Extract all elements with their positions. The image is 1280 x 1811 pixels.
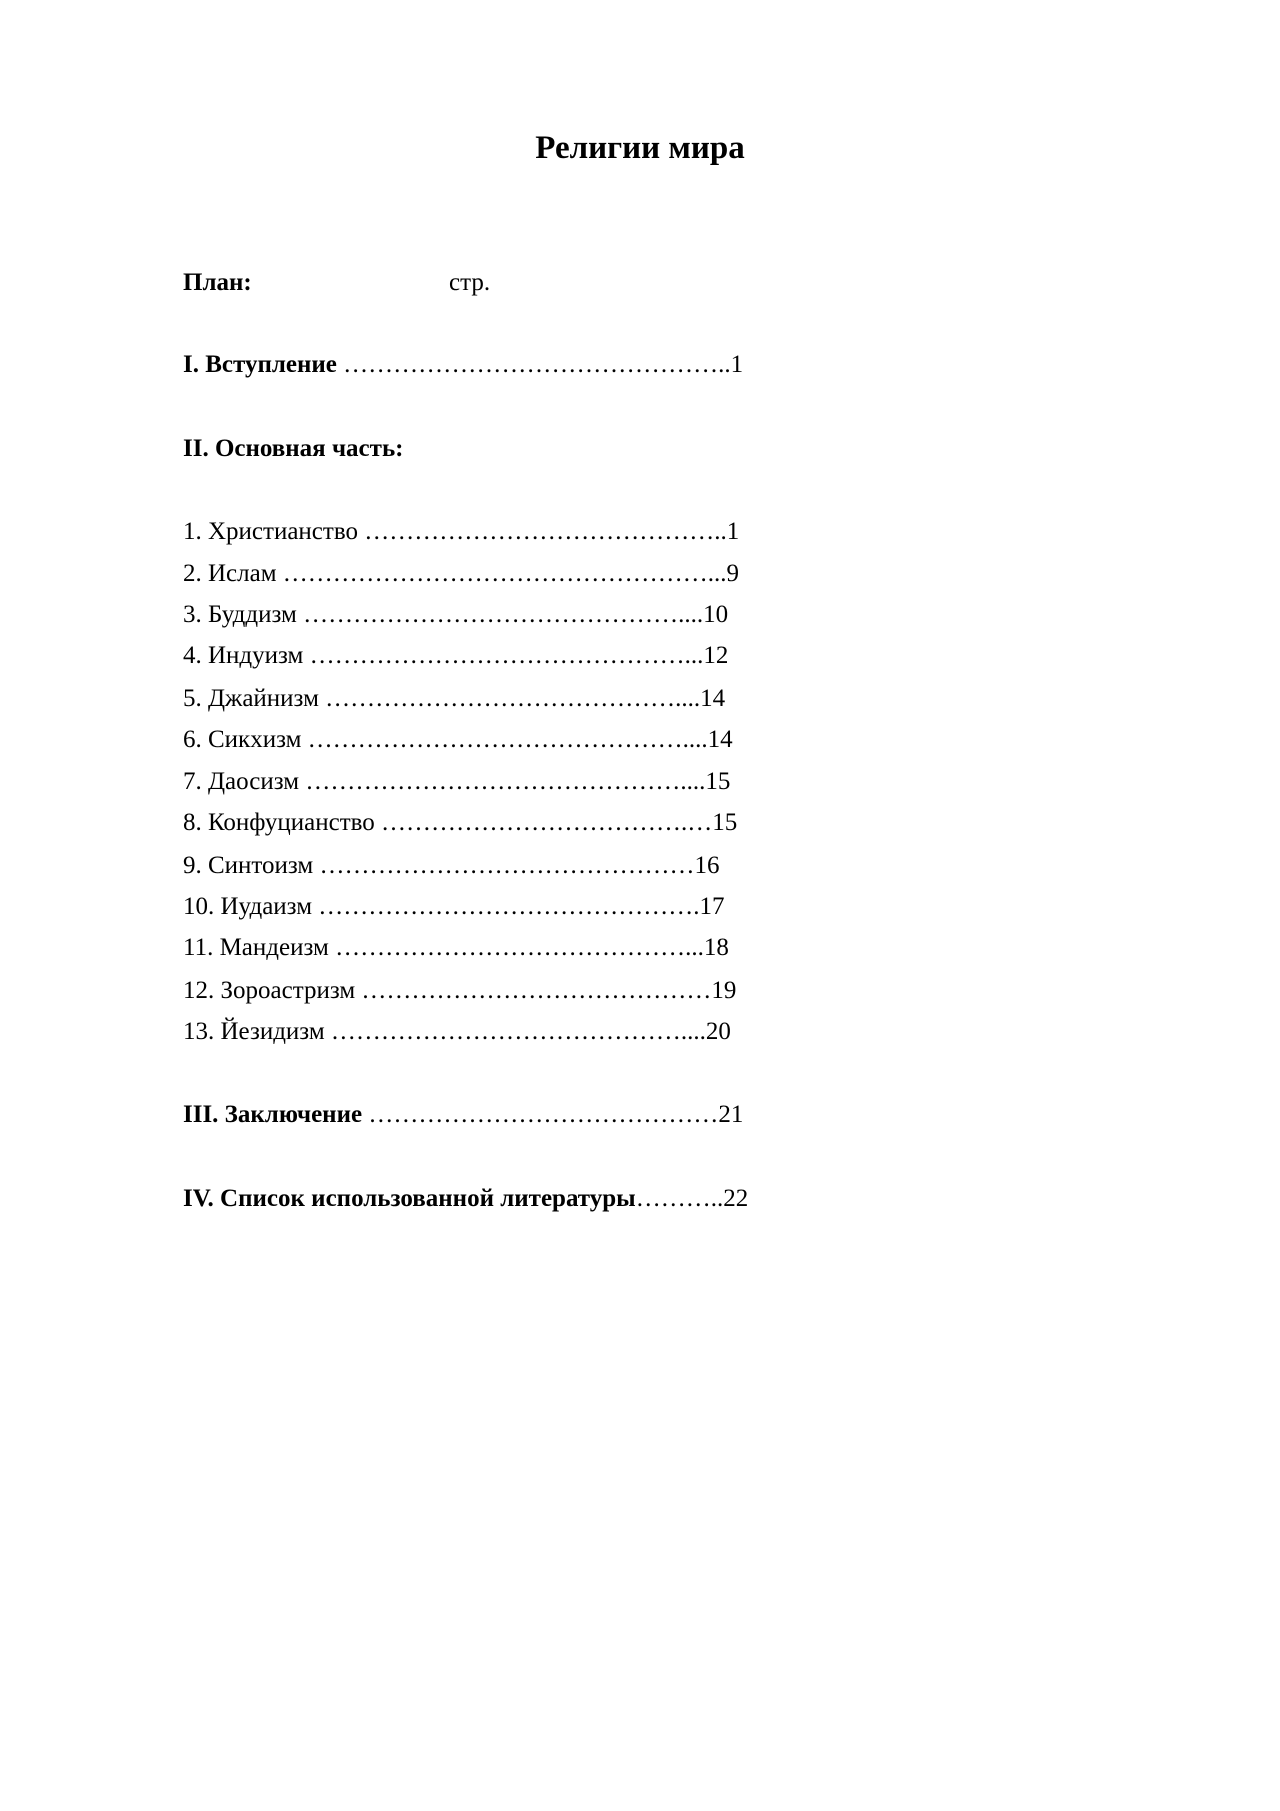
toc-intro — [183, 350, 743, 380]
toc-conclusion — [183, 1100, 743, 1130]
toc-item: 11. Мандеизм ……………………………………...18 — [183, 934, 729, 961]
toc-item: 7. Даосизм ………………………………………....15 — [183, 768, 731, 795]
toc-literature-label: IV. Список использованной литературы — [183, 1185, 636, 1212]
toc-literature-leader: ………..22 — [635, 1185, 749, 1212]
toc-intro-leader: ………………………………………..1 — [336, 351, 744, 378]
toc-item: 2. Ислам ……………………………………………...9 — [183, 560, 740, 587]
toc-item: 3. Буддизм ………………………………………....10 — [183, 601, 729, 628]
page-column-label: стр. — [449, 269, 491, 296]
plan-label: План: — [183, 269, 252, 296]
toc-conclusion-label: III. Заключение — [183, 1101, 363, 1128]
toc-item: 5. Джайнизм ……………………………………....14 — [183, 685, 726, 712]
toc-item: 10. Иудаизм ……………………………………….17 — [183, 893, 725, 920]
toc-literature — [183, 1184, 748, 1214]
toc-item: 1. Христианство ……………………………………..1 — [183, 518, 740, 545]
toc-item: 13. Йезидизм ……………………………………....20 — [183, 1018, 731, 1045]
toc-intro-label: I. Вступление — [183, 351, 337, 378]
toc-item: 6. Сикхизм ………………………………………....14 — [183, 726, 733, 753]
toc-item: 9. Синтоизм ………………………………………16 — [183, 852, 720, 879]
toc-conclusion-leader: ……………………………………21 — [362, 1101, 744, 1128]
toc-item: 12. Зороастризм ……………………………………19 — [183, 977, 737, 1004]
document-title: Религии мира — [535, 130, 745, 166]
toc-main-part-heading: II. Основная часть: — [183, 435, 404, 462]
toc-item: 4. Индуизм ………………………………………...12 — [183, 642, 729, 669]
toc-item: 8. Конфуцианство ……………………………….…15 — [183, 809, 738, 836]
